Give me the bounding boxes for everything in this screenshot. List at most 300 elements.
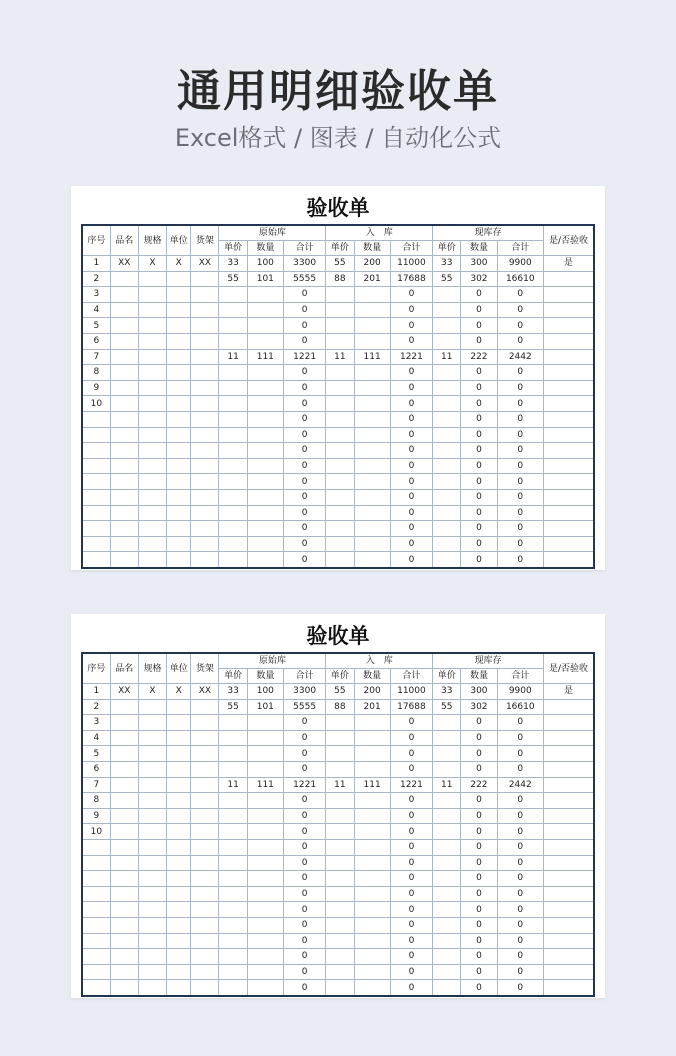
cell-seq [82,886,110,902]
cell-name [110,396,138,412]
cell-i-total: 0 [390,411,432,427]
cell-name [110,949,138,965]
cell-c-price [433,902,461,918]
cell-o-price [219,552,247,568]
header-name: 品名 [110,225,138,256]
cell-c-total: 0 [497,380,543,396]
cell-i-price [326,536,354,552]
cell-shelf: XX [191,684,219,700]
cell-c-price [433,443,461,459]
cell-c-price [433,287,461,303]
header-group-current: 现库存 [433,225,544,241]
cell-spec [138,552,166,568]
cell-accepted [543,980,594,996]
cell-seq: 7 [82,349,110,365]
cell-unit [167,902,191,918]
cell-accepted [543,458,594,474]
cell-seq [82,427,110,443]
cell-spec [138,871,166,887]
cell-c-price: 11 [433,349,461,365]
cell-seq: 1 [82,684,110,700]
cell-i-qty [354,365,390,381]
cell-i-total: 0 [390,839,432,855]
cell-i-price [326,302,354,318]
cell-c-qty: 0 [461,980,497,996]
cell-unit [167,380,191,396]
cell-i-qty [354,333,390,349]
cell-o-price [219,505,247,521]
cell-c-price [433,933,461,949]
cell-unit [167,521,191,537]
cell-o-total: 0 [283,839,325,855]
cell-accepted [543,365,594,381]
cell-c-qty: 222 [461,777,497,793]
cell-unit [167,777,191,793]
table-body [82,256,594,568]
cell-c-total: 0 [497,746,543,762]
cell-accepted [543,271,594,287]
cell-o-price [219,730,247,746]
header-quantity: 数量 [461,669,497,684]
cell-seq [82,411,110,427]
cell-accepted [543,808,594,824]
cell-c-qty: 0 [461,902,497,918]
cell-i-price [326,365,354,381]
cell-i-price [326,380,354,396]
cell-o-total: 0 [283,365,325,381]
table-row [82,505,594,521]
cell-seq [82,964,110,980]
cell-i-qty [354,808,390,824]
cell-spec [138,824,166,840]
cell-c-total: 0 [497,730,543,746]
cell-name [110,489,138,505]
cell-c-price [433,302,461,318]
cell-i-price [326,730,354,746]
cell-o-total: 0 [283,287,325,303]
cell-i-price [326,715,354,731]
cell-unit [167,746,191,762]
cell-o-qty [247,552,283,568]
cell-c-qty: 0 [461,411,497,427]
cell-c-qty: 0 [461,427,497,443]
header-unit-price: 单价 [433,669,461,684]
cell-o-price [219,871,247,887]
cell-accepted [543,411,594,427]
cell-name [110,443,138,459]
cell-accepted [543,746,594,762]
cell-accepted [543,715,594,731]
cell-unit [167,730,191,746]
cell-shelf [191,474,219,490]
cell-o-total: 0 [283,380,325,396]
cell-seq: 2 [82,271,110,287]
cell-shelf [191,505,219,521]
cell-c-qty: 0 [461,318,497,334]
cell-seq [82,839,110,855]
cell-i-price [326,458,354,474]
cell-i-qty [354,552,390,568]
acceptance-table [81,224,595,569]
table-row [82,458,594,474]
cell-c-price [433,380,461,396]
cell-name [110,761,138,777]
cell-c-price [433,746,461,762]
cell-spec [138,521,166,537]
cell-o-total: 0 [283,902,325,918]
cell-i-total: 0 [390,505,432,521]
cell-shelf [191,839,219,855]
cell-seq: 10 [82,824,110,840]
cell-i-price [326,902,354,918]
cell-i-total: 0 [390,730,432,746]
cell-i-qty [354,917,390,933]
cell-o-qty [247,886,283,902]
cell-unit [167,949,191,965]
cell-i-qty [354,824,390,840]
cell-accepted [543,839,594,855]
cell-accepted [543,933,594,949]
cell-c-qty: 0 [461,793,497,809]
cell-c-total: 0 [497,949,543,965]
cell-i-price [326,886,354,902]
cell-name [110,505,138,521]
cell-i-qty [354,536,390,552]
cell-c-price [433,824,461,840]
cell-o-total: 0 [283,746,325,762]
cell-name [110,380,138,396]
cell-spec [138,349,166,365]
cell-name [110,964,138,980]
cell-o-price [219,980,247,996]
cell-spec [138,699,166,715]
header-unit-price: 单价 [219,669,247,684]
cell-shelf [191,699,219,715]
cell-name [110,839,138,855]
cell-c-total: 0 [497,552,543,568]
cell-c-price [433,365,461,381]
cell-c-total: 16610 [497,699,543,715]
cell-c-qty: 0 [461,333,497,349]
cell-name [110,980,138,996]
table-row [82,684,594,700]
cell-unit [167,396,191,412]
cell-unit [167,458,191,474]
table-row [82,521,594,537]
cell-seq [82,505,110,521]
cell-name [110,886,138,902]
cell-accepted: 是 [543,256,594,272]
cell-i-price [326,489,354,505]
cell-o-price [219,365,247,381]
cell-i-price [326,318,354,334]
cell-o-total: 0 [283,761,325,777]
cell-i-price [326,287,354,303]
cell-i-qty [354,521,390,537]
cell-i-price [326,396,354,412]
cell-c-total: 0 [497,489,543,505]
cell-c-total: 0 [497,964,543,980]
cell-spec [138,302,166,318]
cell-accepted [543,552,594,568]
cell-name [110,318,138,334]
cell-i-total: 0 [390,902,432,918]
cell-spec [138,917,166,933]
cell-o-total: 0 [283,521,325,537]
cell-shelf [191,746,219,762]
cell-seq [82,489,110,505]
cell-accepted [543,302,594,318]
cell-i-total: 0 [390,871,432,887]
cell-c-price [433,427,461,443]
cell-c-total: 0 [497,793,543,809]
cell-o-price [219,333,247,349]
sheet-title: 验收单 [306,624,370,648]
cell-c-price [433,521,461,537]
table-row [82,474,594,490]
cell-c-qty: 0 [461,380,497,396]
cell-shelf [191,824,219,840]
acceptance-sheet-preview-1 [71,186,605,570]
cell-i-total: 0 [390,793,432,809]
header-total: 合计 [283,241,325,256]
cell-o-price [219,411,247,427]
table-row [82,302,594,318]
cell-o-price [219,489,247,505]
cell-o-qty [247,730,283,746]
cell-shelf [191,761,219,777]
cell-c-price [433,396,461,412]
cell-c-total: 0 [497,855,543,871]
cell-i-total: 0 [390,949,432,965]
cell-c-price: 33 [433,684,461,700]
cell-o-qty [247,824,283,840]
header-unit-price: 单价 [219,241,247,256]
cell-seq: 1 [82,256,110,272]
cell-i-price [326,933,354,949]
cell-c-price [433,715,461,731]
cell-o-total: 0 [283,886,325,902]
cell-i-price [326,333,354,349]
cell-seq [82,855,110,871]
cell-accepted: 是 [543,684,594,700]
cell-spec [138,886,166,902]
cell-c-total: 16610 [497,271,543,287]
cell-i-total: 11000 [390,256,432,272]
cell-i-total: 0 [390,536,432,552]
cell-shelf [191,411,219,427]
cell-unit [167,536,191,552]
cell-o-qty [247,536,283,552]
cell-i-qty [354,505,390,521]
cell-c-total: 0 [497,443,543,459]
cell-o-total: 0 [283,318,325,334]
cell-o-price: 11 [219,349,247,365]
header-unit-price: 单价 [326,241,354,256]
cell-shelf [191,917,219,933]
table-row [82,699,594,715]
cell-i-price: 88 [326,271,354,287]
cell-i-qty: 200 [354,256,390,272]
cell-c-total: 0 [497,318,543,334]
header-unit-price: 单价 [326,669,354,684]
table-row [82,855,594,871]
cell-c-price [433,949,461,965]
cell-accepted [543,824,594,840]
cell-spec [138,715,166,731]
header-spec: 规格 [138,653,166,684]
table-body [82,684,594,996]
cell-c-qty: 300 [461,256,497,272]
cell-unit [167,287,191,303]
cell-unit [167,855,191,871]
cell-i-qty: 111 [354,349,390,365]
cell-shelf [191,536,219,552]
cell-i-qty [354,427,390,443]
cell-name: XX [110,256,138,272]
cell-accepted [543,380,594,396]
cell-i-total: 0 [390,933,432,949]
cell-i-qty [354,980,390,996]
cell-seq [82,949,110,965]
cell-name [110,871,138,887]
cell-unit [167,980,191,996]
cell-unit [167,505,191,521]
table-row [82,746,594,762]
cell-c-qty: 0 [461,839,497,855]
cell-c-qty: 0 [461,489,497,505]
cell-unit [167,302,191,318]
cell-c-total: 0 [497,536,543,552]
cell-shelf [191,871,219,887]
cell-seq: 8 [82,793,110,809]
cell-c-price [433,489,461,505]
cell-c-total: 0 [497,521,543,537]
cell-o-qty [247,443,283,459]
cell-seq: 9 [82,808,110,824]
table-row [82,256,594,272]
cell-c-total: 0 [497,839,543,855]
table-row [82,427,594,443]
cell-seq [82,443,110,459]
cell-accepted [543,427,594,443]
cell-unit [167,917,191,933]
cell-o-total: 0 [283,489,325,505]
cell-c-price: 55 [433,271,461,287]
cell-spec [138,808,166,824]
header-shelf: 货架 [191,225,219,256]
header-total: 合计 [390,669,432,684]
cell-i-qty [354,715,390,731]
cell-c-qty: 0 [461,505,497,521]
cell-name [110,808,138,824]
cell-o-qty [247,505,283,521]
cell-shelf [191,458,219,474]
cell-c-total: 0 [497,980,543,996]
cell-i-qty [354,380,390,396]
cell-o-price [219,287,247,303]
cell-o-qty [247,318,283,334]
cell-o-price [219,380,247,396]
cell-i-price [326,761,354,777]
cell-o-price [219,964,247,980]
cell-seq: 4 [82,302,110,318]
cell-shelf [191,949,219,965]
cell-c-qty: 0 [461,287,497,303]
header-total: 合计 [390,241,432,256]
cell-o-total: 1221 [283,777,325,793]
cell-c-price [433,474,461,490]
cell-spec [138,505,166,521]
cell-o-total: 0 [283,793,325,809]
header-total: 合计 [283,669,325,684]
cell-unit [167,933,191,949]
cell-i-qty [354,839,390,855]
cell-c-price: 33 [433,256,461,272]
cell-o-price [219,839,247,855]
header-seq: 序号 [82,225,110,256]
cell-name [110,917,138,933]
cell-accepted [543,886,594,902]
cell-c-qty: 0 [461,536,497,552]
cell-c-total: 0 [497,365,543,381]
cell-c-price [433,964,461,980]
table-row [82,536,594,552]
cell-c-price [433,855,461,871]
cell-i-price [326,917,354,933]
cell-o-total: 3300 [283,256,325,272]
cell-i-price [326,411,354,427]
cell-o-price [219,761,247,777]
cell-c-price [433,536,461,552]
cell-c-total: 0 [497,917,543,933]
cell-shelf [191,443,219,459]
header-seq: 序号 [82,653,110,684]
table-row [82,871,594,887]
cell-c-qty: 0 [461,933,497,949]
cell-spec [138,964,166,980]
cell-o-qty [247,902,283,918]
cell-o-qty [247,333,283,349]
cell-spec [138,443,166,459]
cell-o-price [219,474,247,490]
cell-o-price [219,824,247,840]
cell-o-qty: 101 [247,271,283,287]
cell-name [110,536,138,552]
cell-o-price [219,917,247,933]
cell-unit [167,793,191,809]
cell-shelf [191,380,219,396]
cell-accepted [543,333,594,349]
cell-c-total: 0 [497,808,543,824]
cell-o-qty [247,808,283,824]
cell-o-price [219,793,247,809]
cell-spec [138,489,166,505]
cell-i-price [326,552,354,568]
header-quantity: 数量 [247,241,283,256]
table-row [82,489,594,505]
cell-i-price [326,871,354,887]
header-total: 合计 [497,669,543,684]
cell-seq: 10 [82,396,110,412]
table-row [82,980,594,996]
cell-shelf [191,730,219,746]
cell-name [110,458,138,474]
cell-i-qty [354,396,390,412]
cell-o-price [219,536,247,552]
table-row [82,271,594,287]
cell-c-price [433,318,461,334]
